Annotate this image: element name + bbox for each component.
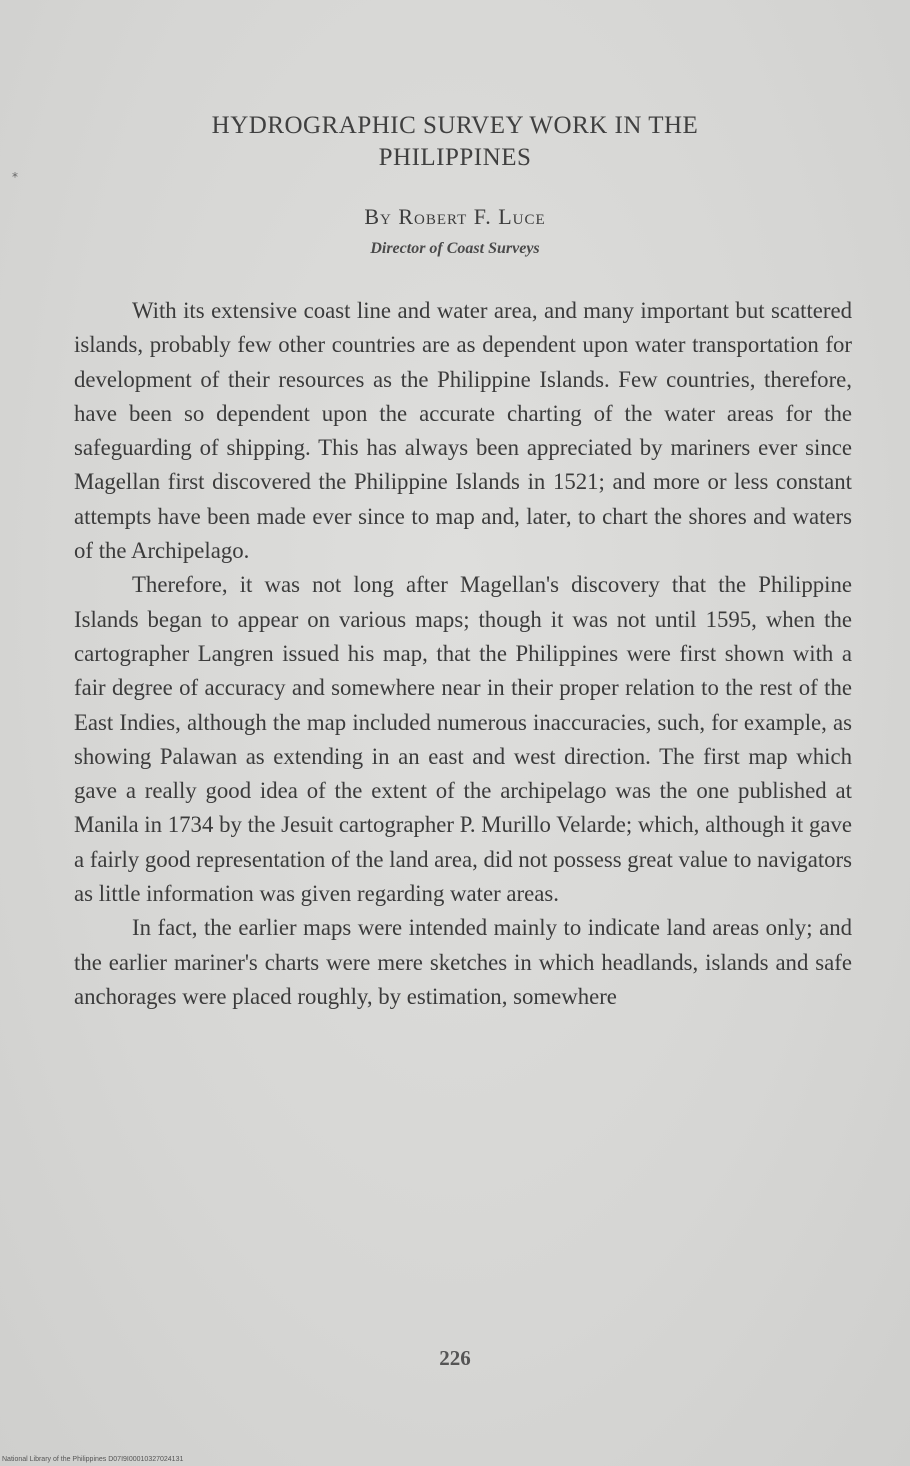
author-role: Director of Coast Surveys [370, 240, 540, 257]
title-line-2: PHILIPPINES [378, 144, 532, 171]
page-number: 226 [439, 1346, 471, 1370]
article-title [60, 110, 850, 174]
paragraph-2: Therefore, it was not long after Magellan's discovery that the Philippine Islands began to appear on various maps; though it was not until 1595, when the cartographer Langren issued his map, that the Philippines were first shown with a fair degree of accuracy and somewhere near in their proper relation to the rest of the East Indies, although the map included numerous inaccuracies, such, for example, as showing Palawan as extending in an east and west direction. The first map which gave a really good idea of the extent of the archipelago was the one published at Manila in 1734 by the Jesuit cartographer P. Murillo Velarde; which, although it gave a fairly good representation of the land area, did not possess great value to navigators as little information was given regarding water areas. [74, 572, 853, 907]
article-body [74, 294, 852, 1014]
source-footer: National Library of the Philippines D07I9I00010327024131 [2, 1456, 184, 1463]
paragraph-1: With its extensive coast line and water area, and many important but scattered islands, probably few other countries are as dependent upon water transportation for development of their resources as the Philippine Islands. Few countries, therefore, have been so dependent upon the accurate charting of the water areas for the safeguarding of shipping. This has always been appreciated by mariners ever since Magellan first discovered the Philippine Islands in 1521; and more or less constant attempts have been made ever since to map and, later, to chart the shores and waters of the Archipelago. [74, 298, 852, 564]
title-line-1: HYDROGRAPHIC SURVEY WORK IN THE [211, 112, 699, 139]
author-byline: By Robert F. Luce [364, 204, 546, 229]
paragraph-3: In fact, the earlier maps were intended mainly to indicate land areas only; and the earlier mariner's charts were mere sketches in which headlands, islands and safe anchorages were placed roughly, by estimation, somewhere [74, 915, 852, 1009]
margin-speck: * [12, 170, 18, 184]
